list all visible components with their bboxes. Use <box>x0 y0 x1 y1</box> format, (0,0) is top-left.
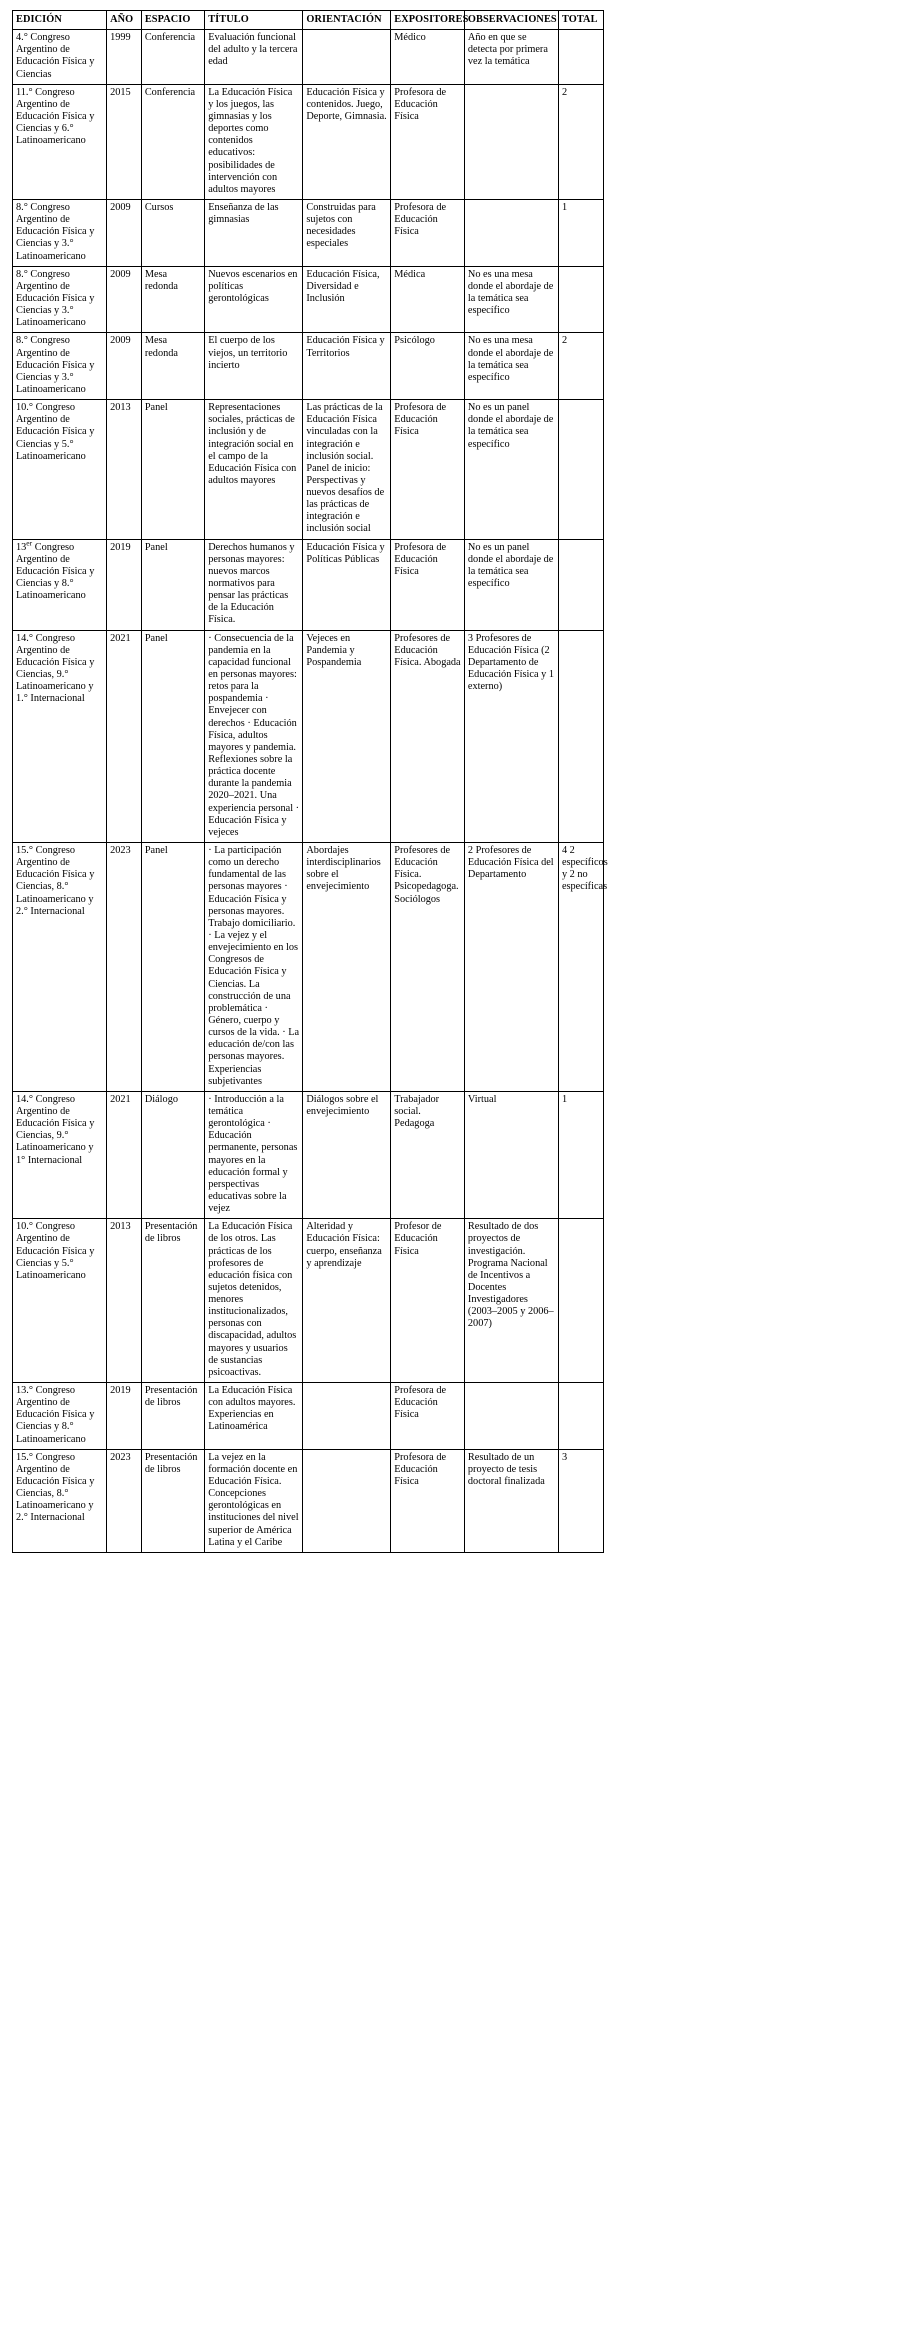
cell-orientacion <box>303 30 391 85</box>
cell-total <box>558 1383 603 1450</box>
congresos-table <box>12 10 608 1553</box>
cell-espacio: Presentación de libros <box>141 1383 204 1450</box>
cell-anio: 2009 <box>107 266 142 333</box>
table-row <box>13 333 604 400</box>
cell-total: 4 2 específicos y 2 no específicas <box>558 843 603 1092</box>
cell-edicion: 14.° Congreso Argentino de Educación Física y Ciencias, 9.° Latinoamericano y 1° Internacional <box>13 1091 107 1218</box>
cell-anio: 2021 <box>107 630 142 842</box>
cell-titulo: · La participación como un derecho fundamental de las personas mayores · Educación Física y personas mayores. Trabajo domiciliario. · La vejez y el envejecimiento en los Congresos de Educación Física y Ciencias. La construcción de una problemática · Género, cuerpo y cursos de la vida. · La educación de/con las personas mayores. Experiencias subjetivantes <box>205 843 303 1092</box>
cell-expositores: Profesora de Educación Física <box>391 539 465 630</box>
cell-espacio: Conferencia <box>141 84 204 199</box>
cell-total <box>558 400 603 540</box>
cell-total: 1 <box>558 199 603 266</box>
cell-titulo: Evaluación funcional del adulto y la tercera edad <box>205 30 303 85</box>
cell-titulo: La Educación Física con adultos mayores. Experiencias en Latinoamérica <box>205 1383 303 1450</box>
cell-total: 1 <box>558 1091 603 1218</box>
cell-observaciones: No es un panel donde el abordaje de la temática sea específico <box>464 539 558 630</box>
cell-observaciones: Resultado de dos proyectos de investigación. Programa Nacional de Incentivos a Docentes Investigadores (2003–2005 y 2006–2007) <box>464 1219 558 1383</box>
cell-observaciones <box>464 1383 558 1450</box>
table-row <box>13 266 604 333</box>
cell-expositores: Profesora de Educación Física <box>391 1449 465 1552</box>
cell-expositores: Psicólogo <box>391 333 465 400</box>
cell-orientacion: Educación Física y Políticas Públicas <box>303 539 391 630</box>
cell-orientacion <box>303 1383 391 1450</box>
table-row <box>13 539 604 630</box>
cell-edicion: 4.° Congreso Argentino de Educación Física y Ciencias <box>13 30 107 85</box>
cell-titulo: La vejez en la formación docente en Educación Física. Concepciones gerontológicas en instituciones del nivel superior de América Latina y el Caribe <box>205 1449 303 1552</box>
cell-titulo: La Educación Física de los otros. Las prácticas de los profesores de educación física con sujetos detenidos, menores institucionalizados, personas con discapacidad, adultos mayores y usuarios de sustancias psicoactivas. <box>205 1219 303 1383</box>
cell-total: 2 <box>558 333 603 400</box>
cell-expositores: Médica <box>391 266 465 333</box>
cell-edicion: 8.° Congreso Argentino de Educación Física y Ciencias y 3.° Latinoamericano <box>13 199 107 266</box>
cell-espacio: Presentación de libros <box>141 1219 204 1383</box>
table-header <box>13 11 604 30</box>
cell-anio: 1999 <box>107 30 142 85</box>
cell-espacio: Conferencia <box>141 30 204 85</box>
cell-expositores: Profesores de Educación Física. Psicopedagoga. Sociólogos <box>391 843 465 1092</box>
cell-anio: 2013 <box>107 400 142 540</box>
cell-orientacion: Construidas para sujetos con necesidades especiales <box>303 199 391 266</box>
cell-orientacion: Educación Física y contenidos. Juego, Deporte, Gimnasia. <box>303 84 391 199</box>
cell-expositores: Médico <box>391 30 465 85</box>
cell-total <box>558 1219 603 1383</box>
cell-edicion: 15.° Congreso Argentino de Educación Física y Ciencias, 8.° Latinoamericano y 2.° Internacional <box>13 843 107 1092</box>
cell-orientacion: Educación Física, Diversidad e Inclusión <box>303 266 391 333</box>
cell-orientacion: Vejeces en Pandemia y Pospandemia <box>303 630 391 842</box>
cell-anio: 2019 <box>107 539 142 630</box>
cell-espacio: Mesa redonda <box>141 266 204 333</box>
column-header-edicion: EDICIÓN <box>13 11 107 30</box>
cell-observaciones <box>464 199 558 266</box>
cell-expositores: Profesora de Educación Física <box>391 1383 465 1450</box>
cell-espacio: Presentación de libros <box>141 1449 204 1552</box>
cell-edicion: 8.° Congreso Argentino de Educación Física y Ciencias y 3.° Latinoamericano <box>13 266 107 333</box>
cell-observaciones <box>464 84 558 199</box>
cell-espacio: Panel <box>141 539 204 630</box>
cell-espacio: Diálogo <box>141 1091 204 1218</box>
cell-titulo: Representaciones sociales, prácticas de inclusión y de integración social en el campo de la Educación Física con adultos mayores <box>205 400 303 540</box>
cell-orientacion: Educación Física y Territorios <box>303 333 391 400</box>
cell-expositores: Profesor de Educación Física <box>391 1219 465 1383</box>
cell-espacio: Panel <box>141 843 204 1092</box>
table-row <box>13 84 604 199</box>
cell-expositores: Profesora de Educación Física <box>391 84 465 199</box>
cell-expositores: Profesores de Educación Física. Abogada <box>391 630 465 842</box>
cell-espacio: Cursos <box>141 199 204 266</box>
cell-edicion: 8.° Congreso Argentino de Educación Física y Ciencias y 3.° Latinoamericano <box>13 333 107 400</box>
cell-observaciones: Año en que se detecta por primera vez la temática <box>464 30 558 85</box>
table-row <box>13 843 604 1092</box>
cell-anio: 2019 <box>107 1383 142 1450</box>
cell-total <box>558 539 603 630</box>
column-header-espacio: ESPACIO <box>141 11 204 30</box>
cell-expositores: Profesora de Educación Física <box>391 400 465 540</box>
cell-orientacion <box>303 1449 391 1552</box>
cell-observaciones: No es una mesa donde el abordaje de la temática sea específico <box>464 266 558 333</box>
cell-anio: 2015 <box>107 84 142 199</box>
cell-expositores: Trabajador social. Pedagoga <box>391 1091 465 1218</box>
cell-espacio: Mesa redonda <box>141 333 204 400</box>
cell-observaciones: Resultado de un proyecto de tesis doctoral finalizada <box>464 1449 558 1552</box>
table-row <box>13 199 604 266</box>
cell-anio: 2009 <box>107 333 142 400</box>
cell-edicion: 13.° Congreso Argentino de Educación Física y Ciencias y 8.° Latinoamericano <box>13 1383 107 1450</box>
column-header-observaciones: OBSERVACIONES <box>464 11 558 30</box>
table-row <box>13 1219 604 1383</box>
cell-orientacion: Alteridad y Educación Física: cuerpo, enseñanza y aprendizaje <box>303 1219 391 1383</box>
cell-total <box>558 30 603 85</box>
cell-anio: 2023 <box>107 843 142 1092</box>
cell-observaciones: No es una mesa donde el abordaje de la temática sea específico <box>464 333 558 400</box>
cell-observaciones: 2 Profesores de Educación Física del Departamento <box>464 843 558 1092</box>
column-header-titulo: TÍTULO <box>205 11 303 30</box>
cell-espacio: Panel <box>141 400 204 540</box>
cell-observaciones: No es un panel donde el abordaje de la temática sea específico <box>464 400 558 540</box>
column-header-orientacion: ORIENTACIÓN <box>303 11 391 30</box>
table-row <box>13 1091 604 1218</box>
column-header-expositores: EXPOSITORES <box>391 11 465 30</box>
cell-observaciones: Virtual <box>464 1091 558 1218</box>
cell-observaciones: 3 Profesores de Educación Física (2 Departamento de Educación Física y 1 externo) <box>464 630 558 842</box>
cell-anio: 2009 <box>107 199 142 266</box>
cell-orientacion: Las prácticas de la Educación Física vinculadas con la integración e inclusión social. Panel de inicio: Perspectivas y nuevos desafíos de las prácticas de integración e inclusión social <box>303 400 391 540</box>
cell-orientacion: Abordajes interdisciplinarios sobre el envejecimiento <box>303 843 391 1092</box>
cell-edicion: 14.° Congreso Argentino de Educación Física y Ciencias, 9.° Latinoamericano y 1.° Internacional <box>13 630 107 842</box>
cell-anio: 2023 <box>107 1449 142 1552</box>
cell-anio: 2013 <box>107 1219 142 1383</box>
table-header-row <box>13 11 604 30</box>
cell-edicion: 15.° Congreso Argentino de Educación Física y Ciencias, 8.° Latinoamericano y 2.° Internacional <box>13 1449 107 1552</box>
cell-edicion: 10.° Congreso Argentino de Educación Física y Ciencias y 5.° Latinoamericano <box>13 1219 107 1383</box>
cell-titulo: Nuevos escenarios en políticas gerontológicas <box>205 266 303 333</box>
cell-titulo: · Introducción a la temática gerontológica · Educación permanente, personas mayores en la educación formal y perspectivas educativas sobre la vejez <box>205 1091 303 1218</box>
table-row <box>13 30 604 85</box>
cell-orientacion: Diálogos sobre el envejecimiento <box>303 1091 391 1218</box>
column-header-anio: AÑO <box>107 11 142 30</box>
cell-edicion: 10.° Congreso Argentino de Educación Física y Ciencias y 5.° Latinoamericano <box>13 400 107 540</box>
cell-expositores: Profesora de Educación Física <box>391 199 465 266</box>
cell-titulo: Enseñanza de las gimnasias <box>205 199 303 266</box>
cell-titulo: La Educación Física y los juegos, las gimnasias y los deportes como contenidos educativos: posibilidades de intervención con adultos mayores <box>205 84 303 199</box>
cell-espacio: Panel <box>141 630 204 842</box>
cell-total <box>558 630 603 842</box>
table-body <box>13 30 608 1553</box>
table-row <box>13 1383 604 1450</box>
cell-edicion: 13er Congreso Argentino de Educación Física y Ciencias y 8.° Latinoamericano <box>13 539 107 630</box>
cell-total <box>558 266 603 333</box>
cell-titulo: · Consecuencia de la pandemia en la capacidad funcional en personas mayores: retos para la pospandemia · Envejecer con derechos · Educación Física, adultos mayores y pandemia. Reflexiones sobre la práctica docente durante la pandemia 2020–2021. Una experiencia personal · Educación Física y vejeces <box>205 630 303 842</box>
table-row <box>13 1449 604 1552</box>
cell-titulo: El cuerpo de los viejos, un territorio incierto <box>205 333 303 400</box>
cell-titulo: Derechos humanos y personas mayores: nuevos marcos normativos para pensar las prácticas de la Educación Física. <box>205 539 303 630</box>
column-header-total: TOTAL <box>558 11 603 30</box>
cell-total: 2 <box>558 84 603 199</box>
cell-edicion: 11.° Congreso Argentino de Educación Física y Ciencias y 6.° Latinoamericano <box>13 84 107 199</box>
cell-total: 3 <box>558 1449 603 1552</box>
cell-anio: 2021 <box>107 1091 142 1218</box>
table-row <box>13 630 604 842</box>
table-row <box>13 400 604 540</box>
